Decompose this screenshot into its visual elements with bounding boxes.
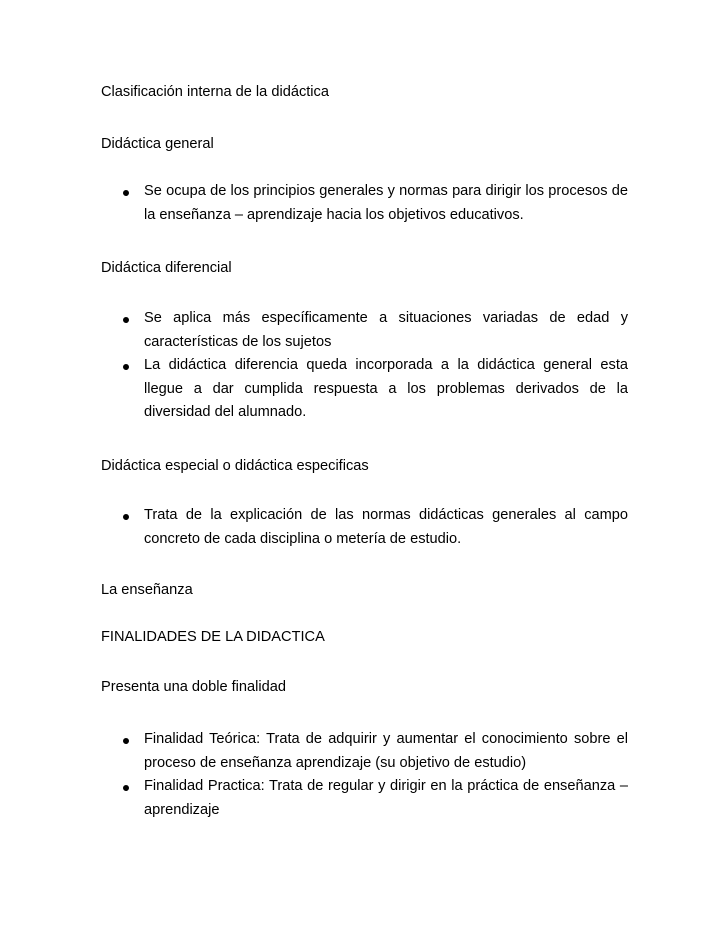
bullet-icon (123, 190, 129, 196)
heading-didactica-especial: Didáctica especial o didáctica especificas (101, 458, 369, 474)
heading-didactica-general: Didáctica general (101, 136, 214, 152)
list-finalidades (101, 728, 628, 822)
bullet-icon (123, 738, 129, 744)
bullet-icon (123, 364, 129, 370)
list-item (101, 354, 628, 425)
document-title: Clasificación interna de la didáctica (101, 84, 329, 100)
list-item (101, 728, 628, 775)
heading-didactica-diferencial: Didáctica diferencial (101, 260, 232, 276)
heading-la-ensenanza: La enseñanza (101, 582, 193, 598)
list-didactica-general (101, 180, 628, 227)
list-item (101, 180, 628, 227)
bullet-icon (123, 785, 129, 791)
bullet-icon (123, 514, 129, 520)
bullet-icon (123, 317, 129, 323)
heading-finalidades: FINALIDADES DE LA DIDACTICA (101, 629, 325, 645)
list-item (101, 307, 628, 354)
list-item-text: La didáctica diferencia queda incorporada a la didáctica general esta llegue a dar cumplida respuesta a los problemas derivados de la diversidad del alumnado. (144, 357, 628, 420)
list-item-text: Finalidad Teórica: Trata de adquirir y aumentar el conocimiento sobre el proceso de enseñanza aprendizaje (su objetivo de estudio) (144, 731, 628, 771)
list-item-text: Se ocupa de los principios generales y normas para dirigir los procesos de la enseñanza – aprendizaje hacia los objetivos educativos. (144, 183, 628, 223)
finalidades-intro: Presenta una doble finalidad (101, 679, 286, 695)
list-item-text: Trata de la explicación de las normas didácticas generales al campo concreto de cada disciplina o metería de estudio. (144, 507, 628, 547)
list-item (101, 775, 628, 822)
list-item-text: Finalidad Practica: Trata de regular y dirigir en la práctica de enseñanza – aprendizaje (144, 778, 628, 818)
list-didactica-diferencial (101, 307, 628, 425)
list-item (101, 504, 628, 551)
list-didactica-especial (101, 504, 628, 551)
list-item-text: Se aplica más específicamente a situaciones variadas de edad y características de los sujetos (144, 310, 628, 350)
